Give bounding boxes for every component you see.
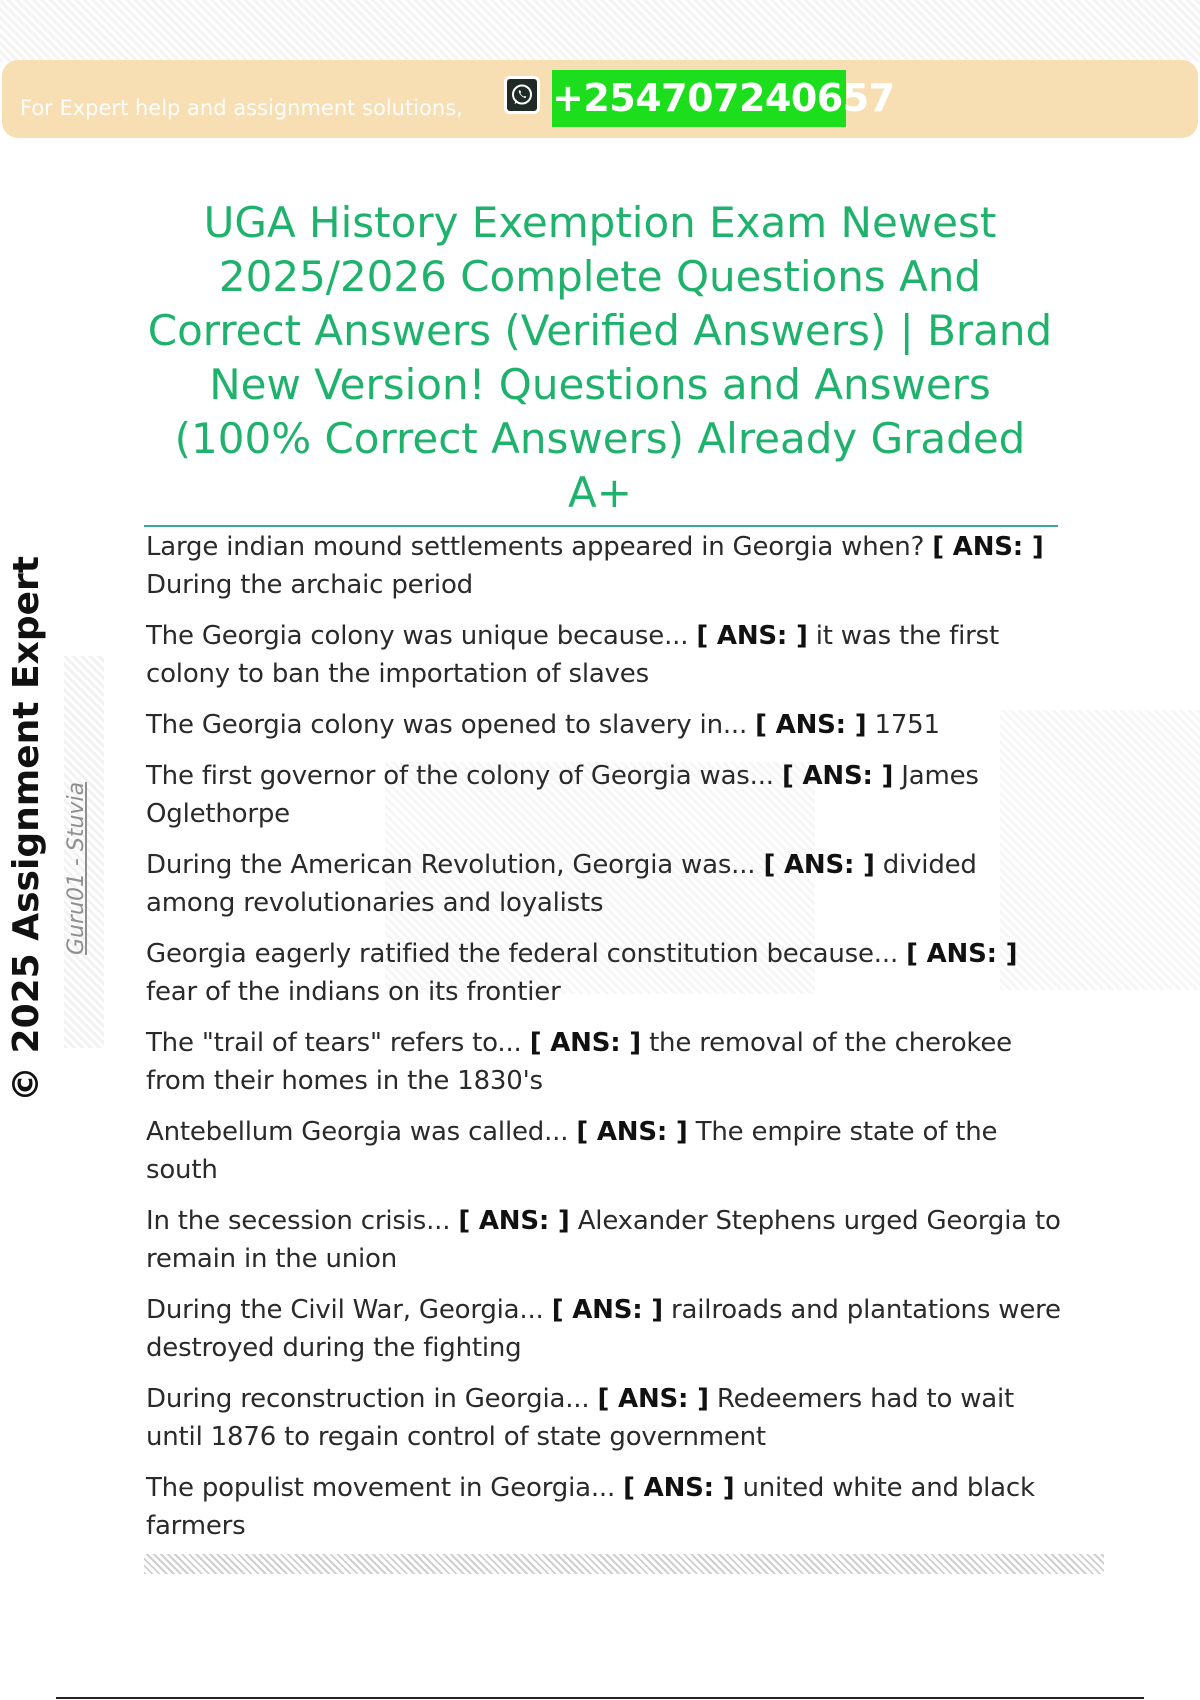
answer-text: James Oglethorpe — [146, 761, 979, 829]
qa-item — [146, 1024, 1066, 1100]
qa-item — [146, 935, 1066, 1011]
question-text: Georgia eagerly ratified the federal constitution because... — [146, 939, 899, 969]
answer-text: Redeemers had to wait until 1876 to regain control of state government — [146, 1384, 1015, 1452]
qa-item — [146, 757, 1066, 833]
answer-text: it was the first colony to ban the importation of slaves — [146, 621, 999, 689]
question-text: The Georgia colony was opened to slavery in... — [146, 710, 748, 740]
answer-text: divided among revolutionaries and loyalists — [146, 850, 977, 918]
ans-label: [ ANS: ] — [932, 532, 1044, 562]
question-text: The populist movement in Georgia... — [146, 1473, 616, 1503]
ans-label: [ ANS: ] — [781, 761, 894, 791]
ans-label: [ ANS: ] — [906, 939, 1018, 969]
question-text: During reconstruction in Georgia... — [146, 1384, 590, 1414]
ans-label: [ ANS: ] — [597, 1384, 709, 1414]
qa-item — [146, 1469, 1066, 1545]
footer-pattern — [144, 1554, 1104, 1574]
qa-list — [146, 528, 1066, 1558]
answer-text: Alexander Stephens urged Georgia to remain in the union — [146, 1206, 1061, 1274]
answer-text: fear of the indians on its frontier — [146, 977, 561, 1007]
phone-number[interactable]: +254707240657 — [552, 70, 846, 127]
qa-item — [146, 1380, 1066, 1456]
banner-help-text: For Expert help and assignment solutions, — [20, 96, 463, 120]
question-text: Antebellum Georgia was called... — [146, 1117, 569, 1147]
question-text: The "trail of tears" refers to... — [146, 1028, 522, 1058]
answer-text: united white and black farmers — [146, 1473, 1035, 1541]
question-text: The Georgia colony was unique because... — [146, 621, 689, 651]
ans-label: [ ANS: ] — [763, 850, 875, 880]
answer-text: 1751 — [874, 710, 940, 740]
answer-text: the removal of the cherokee from their homes in the 1830's — [146, 1028, 1012, 1096]
title-divider — [144, 525, 1058, 527]
watermark-text: Guru01 - Stuvia — [64, 781, 89, 955]
question-text: Large indian mound settlements appeared in Georgia when? — [146, 532, 925, 562]
ans-label: [ ANS: ] — [696, 621, 808, 651]
question-text: During the Civil War, Georgia... — [146, 1295, 544, 1325]
ans-label: [ ANS: ] — [623, 1473, 735, 1503]
ans-label: [ ANS: ] — [458, 1206, 570, 1236]
ans-label: [ ANS: ] — [529, 1028, 641, 1058]
qa-item — [146, 1291, 1066, 1367]
qa-item — [146, 1202, 1066, 1278]
answer-text: During the archaic period — [146, 570, 473, 600]
footer-rule — [56, 1697, 1144, 1699]
ans-label: [ ANS: ] — [576, 1117, 688, 1147]
copyright-notice: © 2025 Assignment Expert — [6, 556, 47, 1102]
answer-text: railroads and plantations were destroyed during the fighting — [146, 1295, 1061, 1363]
ans-label: [ ANS: ] — [551, 1295, 663, 1325]
qa-item — [146, 706, 1066, 744]
header-pattern — [0, 0, 1200, 62]
qa-item — [146, 846, 1066, 922]
answer-text: The empire state of the south — [146, 1117, 998, 1185]
question-text: During the American Revolution, Georgia was... — [146, 850, 756, 880]
whatsapp-icon[interactable] — [504, 76, 540, 114]
document-title: UGA History Exemption Exam Newest 2025/2026 Complete Questions And Correct Answers (Verified Answers) | Brand New Version! Questions and Answers (100% Correct Answers) Already Graded A+ — [147, 198, 1053, 517]
question-text: In the secession crisis... — [146, 1206, 451, 1236]
qa-item — [146, 528, 1066, 604]
qa-item — [146, 617, 1066, 693]
ans-label: [ ANS: ] — [755, 710, 867, 740]
qa-item — [146, 1113, 1066, 1189]
question-text: The first governor of the colony of Georgia was... — [146, 761, 774, 791]
